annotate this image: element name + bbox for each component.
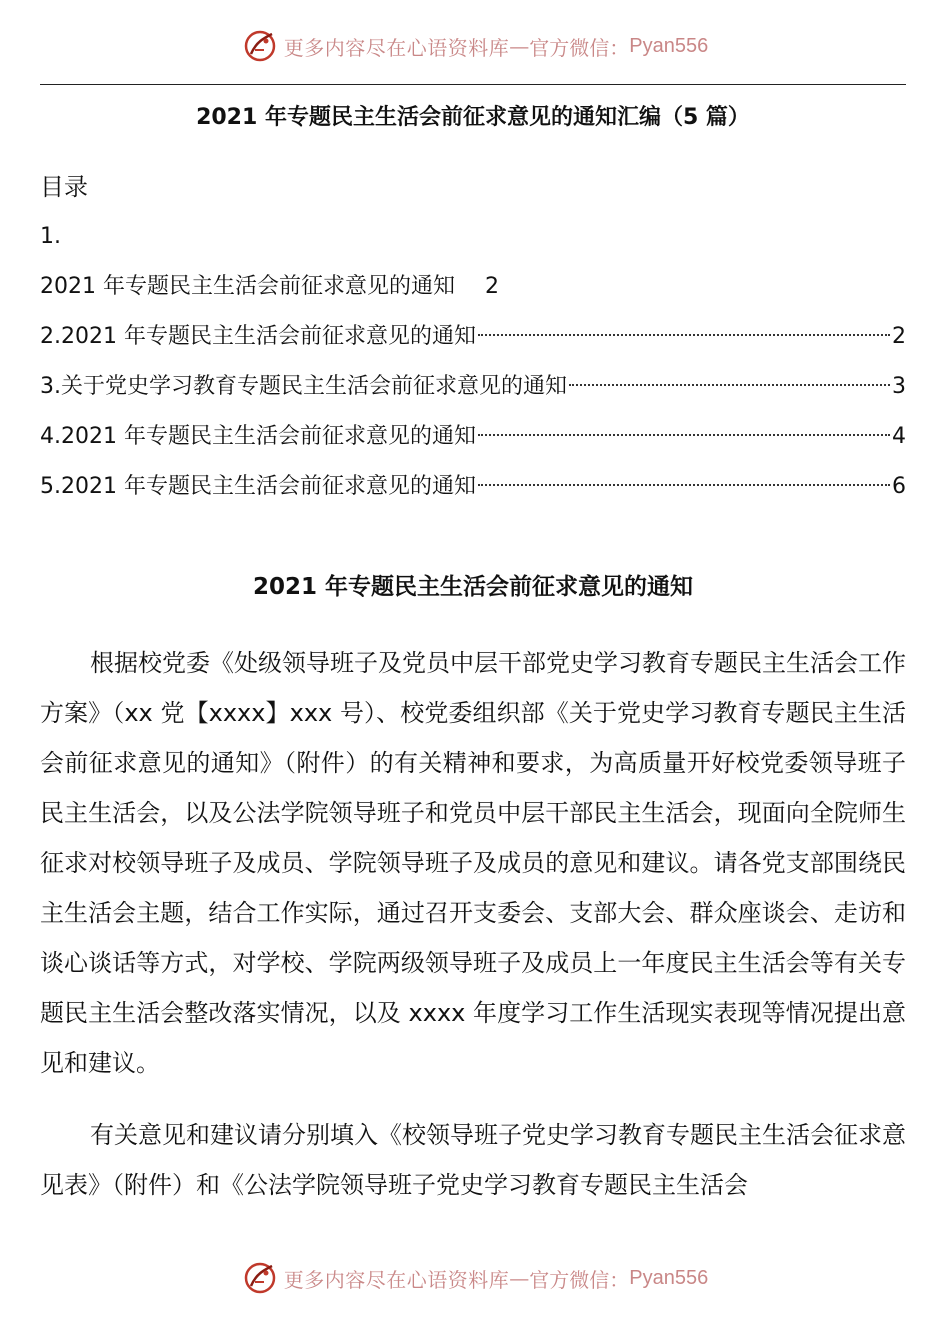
toc-item-5-page: 6 <box>892 474 906 499</box>
toc-item-4-title: 4.2021 年专题民主生活会前征求意见的通知 <box>40 424 476 449</box>
footer-banner <box>0 1258 950 1298</box>
toc-item-1-number: 1. <box>40 224 61 249</box>
brand-logo-icon <box>242 1260 278 1296</box>
toc-leader-dots <box>478 484 890 486</box>
toc-leader-dots <box>569 384 890 386</box>
body-paragraph-1: 根据校党委《处级领导班子及党员中层干部党史学习教育专题民主生活会工作方案》（xx 党【xxxx】xxx 号）、校党委组织部《关于党史学习教育专题民主生活会前征求意见的通知》（附件）的有关精神和要求，为高质量开好校党委领导班子民主生活会，以及公法学院领导班子和党员中层干部民主生活会，现面向全院师生征求对校领导班子及成员、学院领导班子及成员的意见和建议。请各党支部围绕民主生活会主题，结合工作实际，通过召开支委会、支部大会、群众座谈会、走访和谈心谈话等方式，对学校、学院两级领导班子及成员上一年度民主生活会等有关专题民主生活会整改落实情况，以及 xxxx 年度学习工作生活现实表现等情况提出意见和建议。 <box>40 649 906 1077</box>
toc-item-4 <box>40 414 906 464</box>
header-banner <box>0 26 950 66</box>
toc-item-5-title: 5.2021 年专题民主生活会前征求意见的通知 <box>40 474 476 499</box>
banner-wechat-label: 官方微信： <box>529 35 630 60</box>
toc-leader-dots <box>478 334 890 336</box>
toc-item-3 <box>40 364 906 414</box>
toc-item-2 <box>40 314 906 364</box>
header-divider <box>40 84 906 85</box>
toc-item-1-title: 2021 年专题民主生活会前征求意见的通知 <box>40 274 455 299</box>
banner-wechat-label: 官方微信： <box>529 1267 630 1292</box>
banner-wechat-id: Pyan556 <box>629 1266 709 1289</box>
toc-heading: 目录 <box>40 173 88 201</box>
toc-item-1 <box>40 264 906 314</box>
section-title: 2021 年专题民主生活会前征求意见的通知 <box>252 574 694 600</box>
toc-item-4-page: 4 <box>892 424 906 449</box>
table-of-contents <box>40 164 906 514</box>
toc-item-5 <box>40 464 906 514</box>
banner-dash: — <box>509 34 530 58</box>
banner-slogan: 更多内容尽在心语资料库 <box>283 1267 510 1292</box>
banner-dash: — <box>509 1266 530 1290</box>
document-title: 2021 年专题民主生活会前征求意见的通知汇编（5 篇） <box>196 105 750 130</box>
brand-logo-icon <box>242 28 278 64</box>
toc-item-3-page: 3 <box>892 374 906 399</box>
toc-leader-dots <box>478 434 890 436</box>
toc-item-3-title: 3.关于党史学习教育专题民主生活会前征求意见的通知 <box>40 374 567 399</box>
toc-item-2-page: 2 <box>892 324 906 349</box>
body-paragraph-2: 有关意见和建议请分别填入《校领导班子党史学习教育专题民主生活会征求意见表》（附件）和《公法学院领导班子党史学习教育专题民主生活会 <box>40 1121 906 1199</box>
banner-wechat-id: Pyan556 <box>629 34 709 57</box>
toc-item-2-title: 2.2021 年专题民主生活会前征求意见的通知 <box>40 324 476 349</box>
banner-slogan: 更多内容尽在心语资料库 <box>283 35 510 60</box>
toc-item-1-page: 2 <box>484 274 499 299</box>
